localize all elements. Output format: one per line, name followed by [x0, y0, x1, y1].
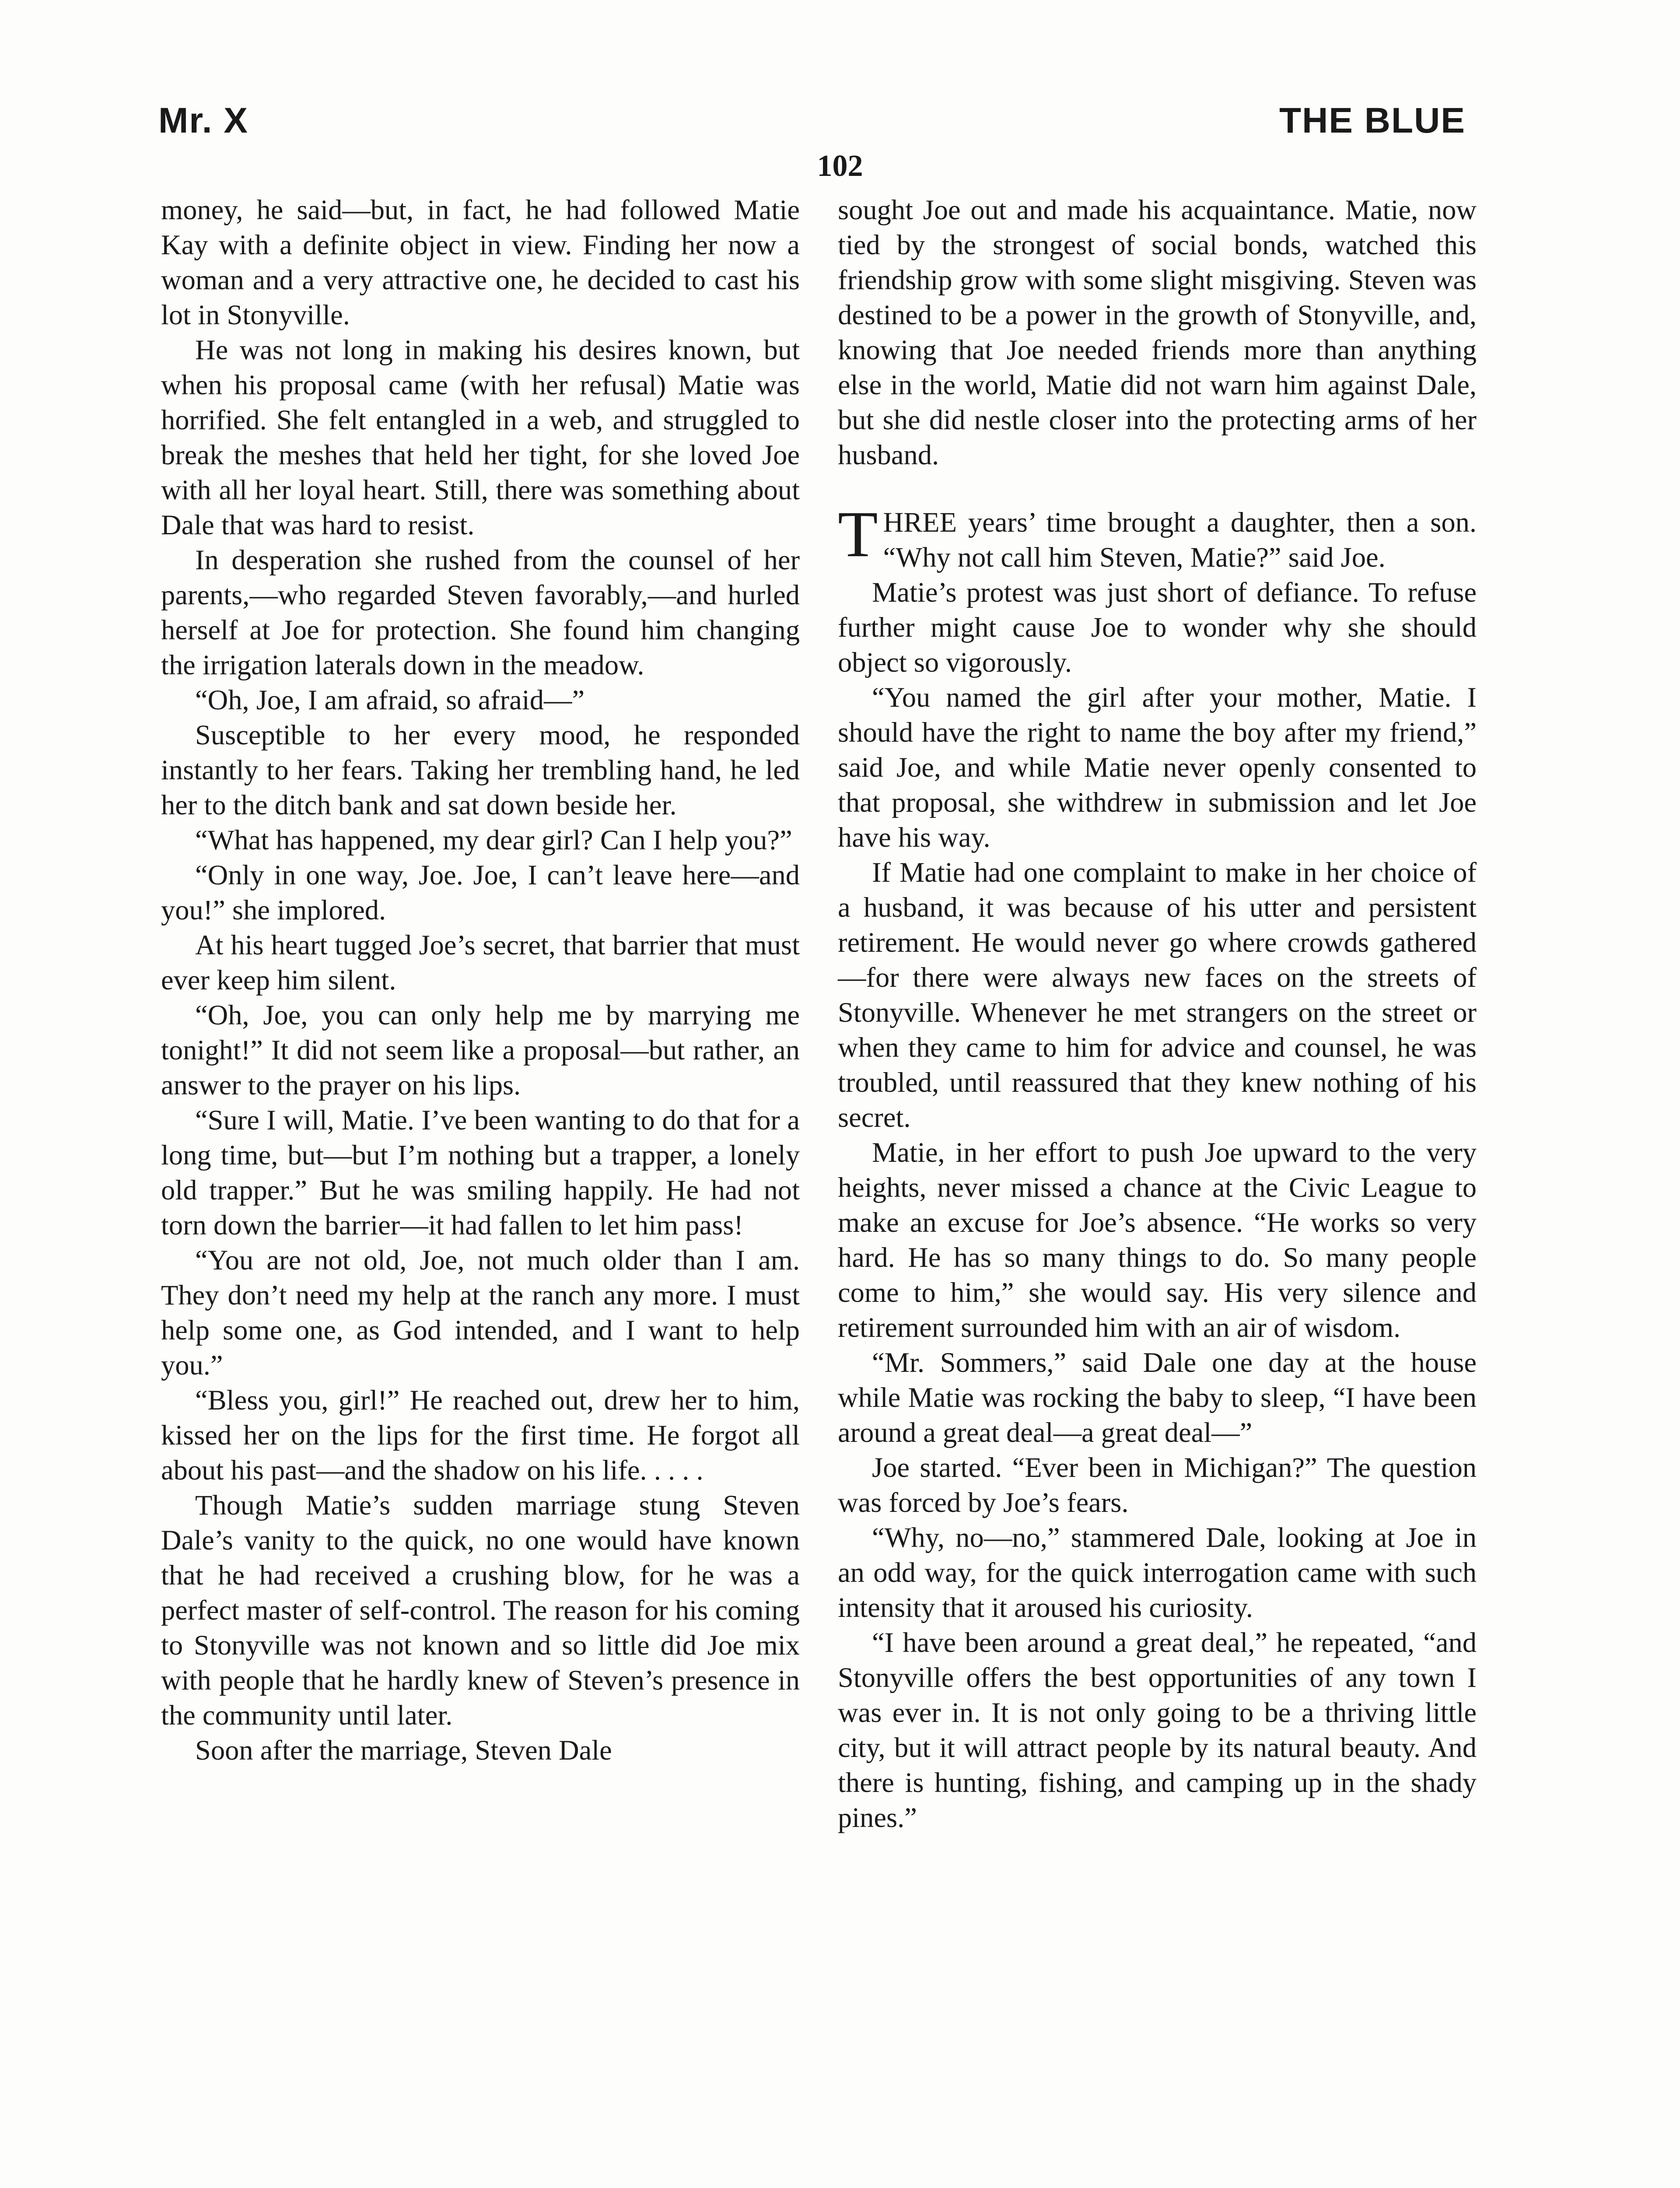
paragraph: “Only in one way, Joe. Joe, I can’t leave here—and you!” she implored.: [161, 859, 800, 926]
page-number: 102: [817, 149, 863, 183]
paragraph: Matie’s protest was just short of defiance. To refuse further might cause Joe to wonder why she should object so vigorously.: [838, 577, 1477, 678]
drop-cap-letter: T: [838, 498, 878, 571]
running-head-left: Mr. X: [158, 101, 248, 140]
paragraph: If Matie had one complaint to make in her choice of a husband, it was because of his utter and persistent retirement. He would never go where crowds gathered—for there were always new faces on the streets of Stonyville. Whenever he met strangers on the street or when they came to him for advice and counsel, he was troubled, until reassured that they knew nothing of his secret.: [838, 857, 1477, 1133]
paragraph: “Oh, Joe, you can only help me by marrying me tonight!” It did not seem like a proposal—but rather, an answer to the prayer on his lips.: [161, 999, 800, 1101]
paragraph: “You are not old, Joe, not much older than I am. They don’t need my help at the ranch any more. I must help some one, as God intended, and I want to help you.”: [161, 1245, 800, 1381]
paragraph: At his heart tugged Joe’s secret, that barrier that must ever keep him silent.: [161, 929, 800, 996]
paragraph: “You named the girl after your mother, Matie. I should have the right to name the boy after my friend,” said Joe, and while Matie never openly consented to that proposal, she withdrew in submission and let Joe have his way.: [838, 682, 1477, 853]
paragraph: Joe started. “Ever been in Michigan?” The question was forced by Joe’s fears.: [838, 1452, 1477, 1518]
paragraph: “Why, no—no,” stammered Dale, looking at Joe in an odd way, for the quick interrogation came with such intensity that it aroused his curiosity.: [838, 1522, 1477, 1623]
paragraph: “Bless you, girl!” He reached out, drew her to him, kissed her on the lips for the first time. He forgot all about his past—and the shadow on his life. . . . .: [161, 1385, 800, 1486]
paragraph: Matie, in her effort to push Joe upward to the very heights, never missed a chance at the Civic League to make an excuse for Joe’s absence. “He works so very hard. He has so many things to do. So many people come to him,” she would say. His very silence and retirement surrounded him with an air of wisdom.: [838, 1137, 1477, 1343]
paragraph: money, he said—but, in fact, he had followed Matie Kay with a definite object in view. Finding her now a woman and a very attractive one, he decided to cast his lot in Stonyville.: [161, 194, 800, 330]
right-column: [838, 193, 1477, 1835]
paragraph: Susceptible to her every mood, he responded instantly to her fears. Taking her trembling hand, he led her to the ditch bank and sat down beside her.: [161, 719, 800, 820]
paragraph: He was not long in making his desires known, but when his proposal came (with her refusal) Matie was horrified. She felt entangled in a web, and struggled to break the meshes that held her tight, for she loved Joe with all her loyal heart. Still, there was something about Dale that was hard to resist.: [161, 334, 800, 540]
paragraph: sought Joe out and made his acquaintance. Matie, now tied by the strongest of social bonds, watched this friendship grow with some slight misgiving. Steven was destined to be a power in the growth of Stonyville, and, knowing that Joe needed friends more than anything else in the world, Matie did not warn him against Dale, but she did nestle closer into the protecting arms of her husband.: [838, 194, 1477, 470]
drop-cap-paragraph: [838, 498, 1477, 575]
left-column: [161, 193, 800, 1768]
drop-cap-paragraph-text: HREE years’ time brought a daughter, then a son. “Why not call him Steven, Matie?” said Joe.: [883, 507, 1477, 573]
paragraph: “I have been around a great deal,” he repeated, “and Stonyville offers the best opportunities of any town I was ever in. It is not only going to be a thriving little city, but it will attract people by its natural beauty. And there is hunting, fishing, and camping up in the shady pines.”: [838, 1627, 1477, 1833]
paragraph: “Mr. Sommers,” said Dale one day at the house while Matie was rocking the baby to sleep, “I have been around a great deal—a great deal—”: [838, 1347, 1477, 1448]
paragraph: Though Matie’s sudden marriage stung Steven Dale’s vanity to the quick, no one would have known that he had received a crushing blow, for he was a perfect master of self-control. The reason for his coming to Stonyville was not known and so little did Joe mix with people that he hardly knew of Steven’s presence in the community until later.: [161, 1490, 800, 1731]
paragraph: “Oh, Joe, I am afraid, so afraid—”: [195, 684, 585, 715]
section-break: [838, 473, 1477, 505]
paragraph: “Sure I will, Matie. I’ve been wanting to do that for a long time, but—but I’m nothing but a trapper, a lonely old trapper.” But he was smiling happily. He had not torn down the barrier—it had fallen to let him pass!: [161, 1105, 800, 1241]
paragraph: Soon after the marriage, Steven Dale: [195, 1735, 612, 1766]
paragraph: In desperation she rushed from the counsel of her parents,—who regarded Steven favorably,—and hurled herself at Joe for protection. She found him changing the irrigation laterals down in the meadow.: [161, 544, 800, 680]
paragraph: “What has happened, my dear girl? Can I help you?”: [195, 824, 792, 856]
running-head-right: THE BLUE: [1279, 101, 1466, 140]
